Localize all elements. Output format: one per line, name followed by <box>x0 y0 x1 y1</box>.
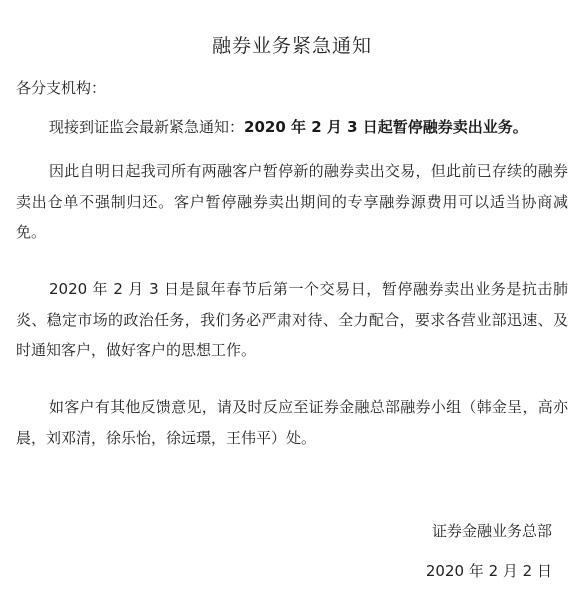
paragraph-political-task: 2020 年 2 月 3 日是鼠年春节后第一个交易日，暂停融券卖出业务是抗击肺炎、稳定市场的政治任务，我们务必严肃对待、全力配合，要求各营业部迅速、及时通知客户，做好客户的思想工作。 <box>16 280 568 359</box>
announcement-prefix: 现接到证监会最新紧急通知： <box>49 118 245 136</box>
notice-date: 2020 年 2 月 2 日 <box>425 562 552 580</box>
paragraph-suspension-details: 因此自明日起我司所有两融客户暂停新的融券卖出交易，但此前已存续的融券卖出仓单不强制归还。客户暂停融券卖出期间的专享融券源费用可以适当协商减免。 <box>16 162 568 241</box>
notice-title: 融券业务紧急通知 <box>211 35 372 57</box>
salutation: 各分支机构： <box>16 79 107 97</box>
paragraph-announcement <box>16 112 568 143</box>
paragraph-feedback-contacts: 如客户有其他反馈意见，请及时反应至证券金融总部融券小组（韩金呈，高亦晨，刘邓清，徐乐怡，徐远璟，王伟平）处。 <box>16 398 568 447</box>
signature-department: 证券金融业务总部 <box>431 522 552 540</box>
announcement-highlight: 2020 年 2 月 3 日起暂停融券卖出业务。 <box>244 118 528 136</box>
